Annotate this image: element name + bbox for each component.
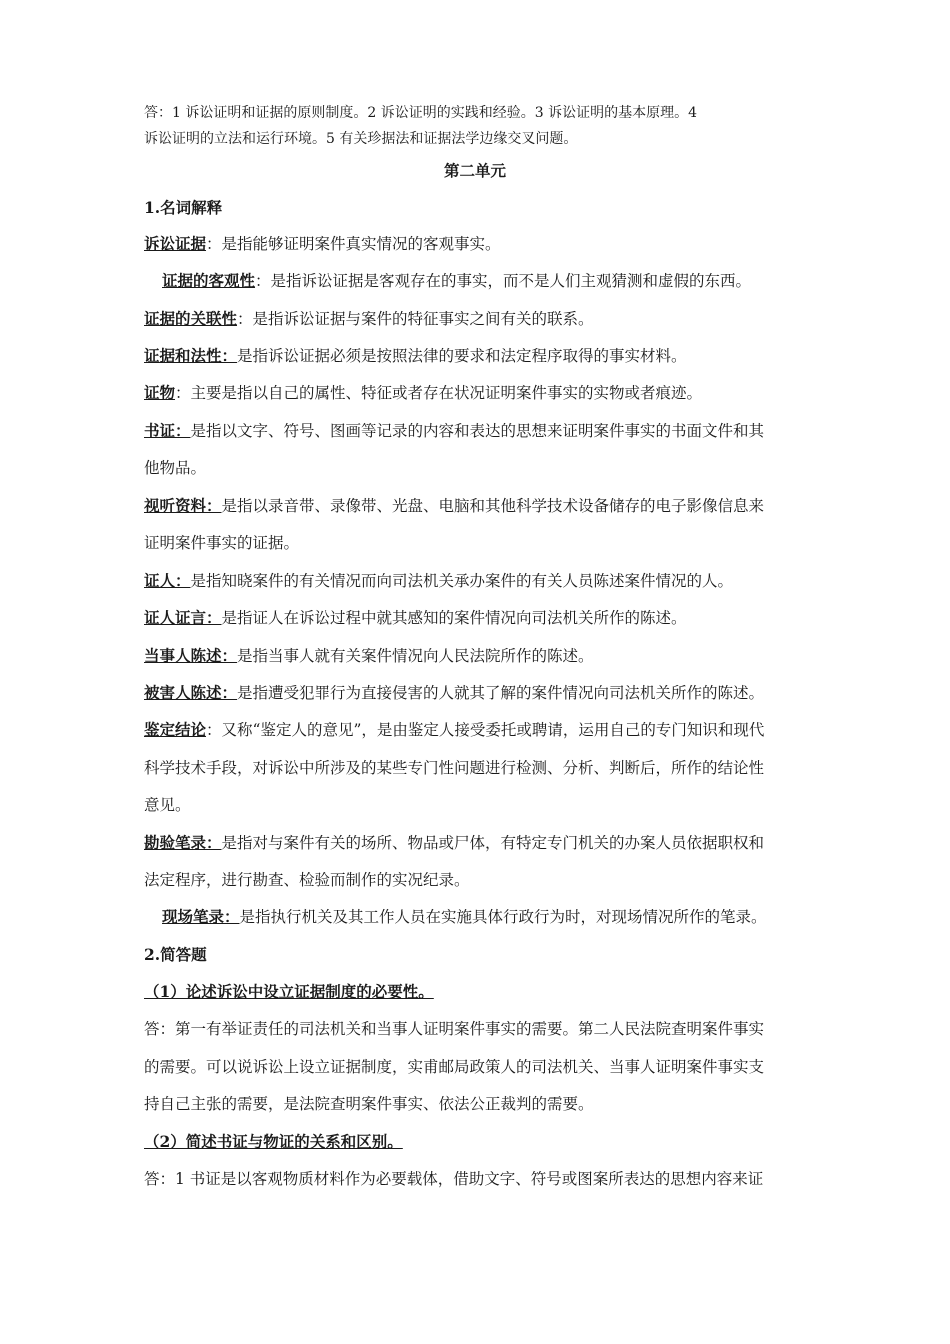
definition-item	[144, 682, 824, 704]
definition-item	[144, 645, 824, 667]
definition-term: 勘验笔录：	[144, 833, 222, 852]
definition-term: 书证：	[144, 421, 191, 440]
definition-item	[162, 270, 842, 292]
definition-separator: ：	[175, 384, 191, 402]
definition-term: 证据的客观性	[162, 271, 256, 290]
definition-text: 是指对与案件有关的场所、物品或尸体，有特定专门机关的办案人员依据职权和	[221, 834, 765, 852]
definition-text: 是指以录音带、录像带、光盘、电脑和其他科学技术设备储存的电子影像信息来	[221, 497, 765, 515]
definition-term: 证人证言：	[144, 608, 222, 627]
answer-1-line-1: 答：第一有举证责任的司法机关和当事人证明案件事实的需要。第二人民法院查明案件事实	[144, 1020, 765, 1038]
section2-title: 2.简答题	[144, 945, 207, 964]
definition-text: 是指诉讼证据必须是按照法律的要求和法定程序取得的事实材料。	[237, 347, 687, 365]
definition-term: 证据的关联性	[144, 309, 238, 328]
definition-text: 是指遭受犯罪行为直接侵害的人就其了解的案件情况向司法机关所作的陈述。	[237, 684, 765, 702]
definition-text: 是指执行机关及其工作人员在实施具体行政行为时，对现场情况所作的笔录。	[239, 908, 767, 926]
question-1: （1）论述诉讼中设立证据制度的必要性。	[144, 982, 434, 1001]
definition-item	[144, 233, 824, 255]
intro-answer-line-2: 诉讼证明的立法和运行环境。5 有关珍据法和证据法学边缘交叉问题。	[144, 131, 578, 147]
definition-text: 是指诉讼证据与案件的特征事实之间有关的联系。	[252, 310, 594, 328]
definition-text: 又称“鉴定人的意见”，是由鉴定人接受委托或聘请，运用自己的专门知识和现代	[221, 721, 765, 739]
intro-answer-line-1: 答：1 诉讼证明和证据的原则制度。2 诉讼证明的实践和经验。3 诉讼证明的基本原理。4	[144, 105, 697, 121]
definition-item	[144, 308, 824, 330]
definition-item	[144, 719, 824, 741]
unit-title: 第二单元	[443, 161, 506, 180]
answer-2-line-1: 答：1 书证是以客观物质材料作为必要载体，借助文字、符号或图案所表达的思想内容来证	[144, 1170, 764, 1188]
definition-term: 证物	[144, 383, 176, 402]
definition-text-continuation: 证明案件事实的证据。	[144, 534, 300, 552]
definition-term: 现场笔录：	[162, 907, 240, 926]
definition-text: 主要是指以自己的属性、特征或者存在状况证明案件事实的实物或者痕迹。	[190, 384, 703, 402]
question-2: （2）简述书证与物证的关系和区别。	[144, 1132, 403, 1151]
definition-term: 视听资料：	[144, 496, 222, 515]
definition-text-continuation: 他物品。	[144, 459, 207, 477]
definition-text: 是指当事人就有关案件情况向人民法院所作的陈述。	[237, 647, 594, 665]
definition-text-continuation: 科学技术手段，对诉讼中所涉及的某些专门性问题进行检测、分析、判断后，所作的结论性	[144, 759, 765, 777]
definition-item	[144, 345, 824, 367]
definition-separator: ：	[206, 721, 222, 739]
definition-text: 是指诉讼证据是客观存在的事实，而不是人们主观猜测和虚假的东西。	[270, 272, 752, 290]
definition-term: 证人：	[144, 571, 191, 590]
definition-term: 被害人陈述：	[144, 683, 238, 702]
definition-separator: ：	[206, 235, 222, 253]
definition-item	[144, 420, 824, 442]
definition-item	[144, 607, 824, 629]
definition-item	[144, 382, 824, 404]
definition-separator: ：	[255, 272, 271, 290]
definition-text: 是指以文字、符号、图画等记录的内容和表达的思想来证明案件事实的书面文件和其	[190, 422, 765, 440]
definition-term: 诉讼证据	[144, 234, 207, 253]
definition-text: 是指能够证明案件真实情况的客观事实。	[221, 235, 501, 253]
section1-title: 1.名词解释	[144, 198, 223, 217]
definition-term: 当事人陈述：	[144, 646, 238, 665]
definition-text-continuation: 法定程序，进行勘查、检验而制作的实况纪录。	[144, 871, 470, 889]
definition-term: 鉴定结论	[144, 720, 207, 739]
definition-item	[144, 832, 824, 854]
definition-text: 是指证人在诉讼过程中就其感知的案件情况向司法机关所作的陈述。	[221, 609, 687, 627]
definition-separator: ：	[237, 310, 253, 328]
definition-item	[144, 495, 824, 517]
answer-1-line-2: 的需要。可以说诉讼上设立证据制度，实甫邮局政策人的司法机关、当事人证明案件事实支	[144, 1058, 765, 1076]
answer-1-line-3: 持自己主张的需要，是法院查明案件事实、依法公正裁判的需要。	[144, 1095, 594, 1113]
definition-item	[144, 570, 824, 592]
definition-item	[162, 906, 842, 928]
definition-text-continuation: 意见。	[144, 796, 191, 814]
definition-term: 证据和法性：	[144, 346, 238, 365]
definition-text: 是指知晓案件的有关情况而向司法机关承办案件的有关人员陈述案件情况的人。	[190, 572, 734, 590]
